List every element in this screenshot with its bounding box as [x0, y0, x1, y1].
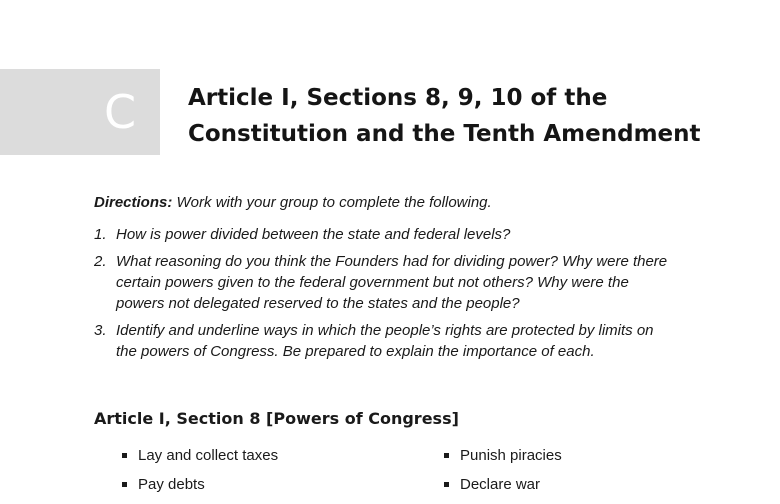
question-text-line: certain powers given to the federal government but not others? Why were the: [116, 274, 629, 291]
question-number: 3.: [94, 322, 107, 339]
question-number: 2.: [94, 253, 107, 270]
question-item: [94, 320, 734, 362]
power-text: Lay and collect taxes: [138, 447, 279, 464]
directions: [94, 193, 492, 213]
section-letter: C: [104, 85, 137, 139]
question-item: [94, 251, 734, 314]
power-list-item: [122, 446, 278, 466]
bullet-square-icon: [122, 453, 127, 458]
power-list-item: [444, 475, 562, 495]
question-text-line: the powers of Congress. Be prepared to explain the importance of each.: [116, 343, 595, 360]
powers-list-left: [122, 446, 278, 504]
page-title-line-1: Article I, Sections 8, 9, 10 of the: [188, 85, 608, 111]
question-number: 1.: [94, 226, 107, 243]
directions-label: Directions:: [94, 194, 173, 211]
page-title: [188, 80, 758, 152]
directions-text: Work with your group to complete the following.: [172, 194, 492, 211]
page-title-line-2: Constitution and the Tenth Amendment: [188, 121, 701, 147]
bullet-square-icon: [444, 453, 449, 458]
question-text-line: How is power divided between the state and federal levels?: [116, 226, 511, 243]
power-text: Declare war: [460, 476, 541, 493]
power-list-item: [444, 446, 562, 466]
bullet-square-icon: [444, 482, 449, 487]
question-list: [94, 224, 734, 368]
question-item: [94, 224, 734, 245]
question-text-line: What reasoning do you think the Founders had for dividing power? Why were there: [116, 253, 668, 270]
question-text-line: Identify and underline ways in which the people’s rights are protected by limits on: [116, 322, 654, 339]
question-text-line: powers not delegated reserved to the states and the people?: [116, 295, 520, 312]
power-text: Pay debts: [138, 476, 205, 493]
powers-list-right: [444, 446, 562, 504]
power-text: Punish piracies: [460, 447, 562, 464]
power-list-item: [122, 475, 278, 495]
section-heading: Article I, Section 8 [Powers of Congress]: [94, 409, 459, 428]
bullet-square-icon: [122, 482, 127, 487]
